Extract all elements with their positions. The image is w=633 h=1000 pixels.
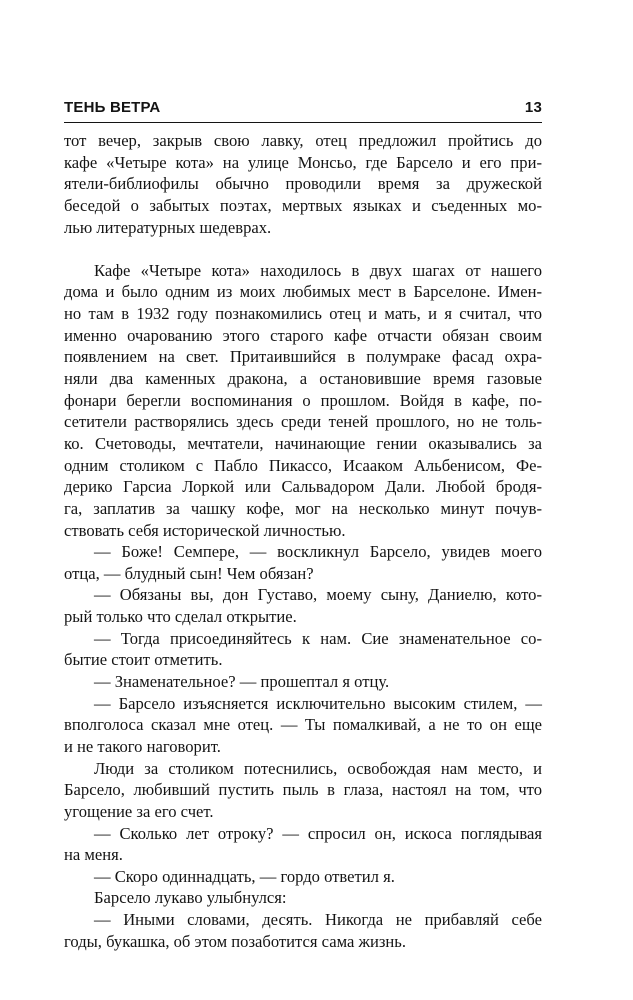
text-line: Люди за столиком потеснились, освобождая нам место, и [94,758,542,778]
text-line: и не такого наговорит. [64,736,221,756]
header-divider [64,122,542,123]
text-line: на меня. [64,845,123,865]
text-line: — Тогда присоединяйтесь к нам. Сие знаменательное со- [94,628,542,648]
text-line: отца, — блудный сын! Чем обязан? [64,563,314,583]
text-line: фонари берегли воспоминания о прошлом. Войдя в кафе, по- [64,390,542,410]
text-line: дерико Гарсиа Лоркой или Сальвадором Дали. Любой бродя- [64,477,542,497]
body-text [64,130,542,952]
text-line: га, заплатив за чашку кофе, мог на несколько минут почув- [64,498,542,518]
text-line: — Боже! Семпере, — воскликнул Барсело, увидев моего [94,542,542,562]
text-line: именно очарованию этого старого кафе отчасти обязан своим [64,325,542,345]
text-line: бытие стоит отметить. [64,650,223,670]
text-line: Барсело, любивший пустить пыль в глаза, настоял на том, что [64,780,542,800]
text-line: кафе «Четыре кота» на улице Монсьо, где Барсело и его при- [64,152,542,172]
text-line: няли два каменных дракона, а остановившие время газовые [64,369,542,389]
text-line: — Обязаны вы, дон Густаво, моему сыну, Даниелю, кото- [94,585,542,605]
text-line: — Иными словами, десять. Никогда не прибавляй себе [94,910,542,930]
text-line: рый только что сделал открытие. [64,607,297,627]
text-line: — Барсело изъясняется исключительно высоким стилем, — [94,693,542,713]
text-line: Кафе «Четыре кота» находилось в двух шагах от нашего [94,260,542,280]
text-line: сетители растворялись здесь среди теней прошлого, но не толь- [64,412,542,432]
text-line: беседой о забытых поэтах, мертвых языках и съеденных мо- [64,195,542,215]
text-line: годы, букашка, об этом позаботится сама жизнь. [64,931,406,951]
text-line: лью литературных шедеврах. [64,217,272,237]
text-line: ко. Счетоводы, мечтатели, начинающие гении оказывались за [64,433,542,453]
paragraph-gap [64,238,542,260]
text-line: появлением на свет. Притаившийся в полумраке фасад охра- [64,347,542,367]
running-header [64,97,542,119]
page-number: 13 [524,99,542,116]
text-line: тот вечер, закрыв свою лавку, отец предложил пройтись до [64,131,542,150]
text-line: дома и было одним из моих любимых мест в Барселоне. Имен- [64,282,542,302]
text-line: угощение за его счет. [64,801,214,821]
text-line: но там в 1932 году познакомились отец и мать, и я считал, что [64,304,542,324]
text-line: — Скоро одиннадцать, — гордо ответил я. [94,866,395,886]
text-line: вполголоса сказал мне отец. — Ты помалкивай, а не то он еще [64,715,542,735]
text-line: Барсело лукаво улыбнулся: [94,888,287,908]
text-line: — Знаменательное? — прошептал я отцу. [94,672,390,692]
text-line: одним столиком с Пабло Пикассо, Исааком Альбенисом, Фе- [64,455,542,475]
text-line: ствовать себя исторической личностью. [64,520,346,540]
text-line: — Сколько лет отроку? — спросил он, искоса поглядывая [94,823,542,843]
running-title: ТЕНЬ ВЕТРА [64,99,161,116]
text-line: ятели-библиофилы обычно проводили время за дружеской [64,174,542,194]
